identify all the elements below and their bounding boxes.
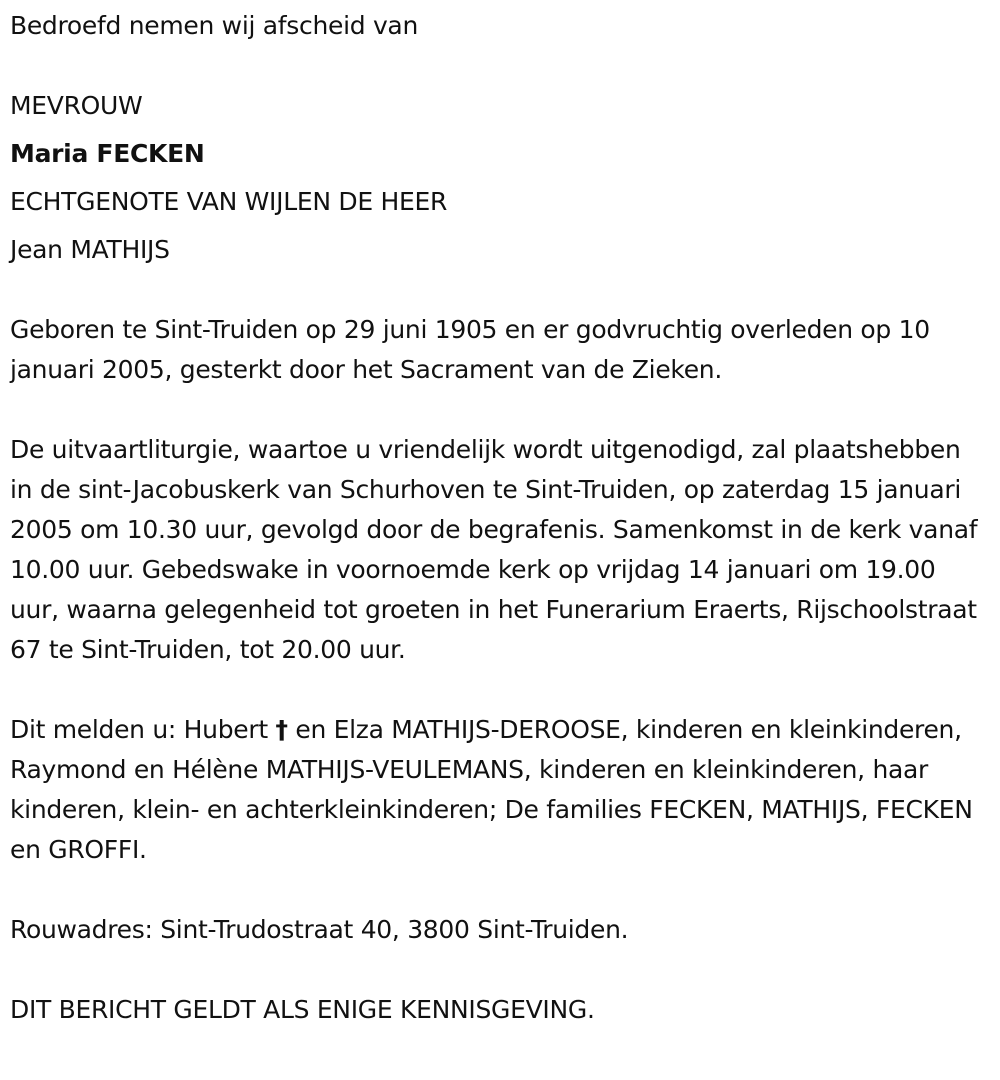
intro-line: Bedroefd nemen wij afscheid van xyxy=(10,11,418,40)
family-paragraph xyxy=(10,710,990,870)
spouse-name: Jean MATHIJS xyxy=(10,235,170,264)
funeral-paragraph: De uitvaartliturgie, waartoe u vriendelijk wordt uitgenodigd, zal plaatshebben in de sint-Jacobuskerk van Schurhoven te Sint-Truiden, op zaterdag 15 januari 2005 om 10.30 uur, gevolgd door de begrafenis. Samenkomst in de kerk vanaf 10.00 uur. Gebedswake in voornoemde kerk op vrijdag 14 januari om 19.00 uur, waarna gelegenheid tot groeten in het Funerarium Eraerts, Rijschoolstraat 67 te Sint-Truiden, tot 20.00 uur. xyxy=(10,435,978,664)
death-notice xyxy=(10,6,990,1030)
family-prefix: Dit melden u: Hubert xyxy=(10,715,276,744)
address-line: Rouwadres: Sint-Trudostraat 40, 3800 Sint-Truiden. xyxy=(10,915,629,944)
birth-death-paragraph: Geboren te Sint-Truiden op 29 juni 1905 en er godvruchtig overleden op 10 januari 2005, gesterkt door het Sacrament van de Zieken. xyxy=(10,315,930,384)
family-rest: en Elza MATHIJS-DEROOSE, kinderen en kleinkinderen, Raymond en Hélène MATHIJS-VEULEMANS, kinderen en kleinkinderen, haar kinderen, klein- en achterkleinkinderen; De families FECKEN, MATHIJS, FECKEN en GROFFI. xyxy=(10,715,973,864)
cross-icon: † xyxy=(275,715,288,744)
spouse-title: ECHTGENOTE VAN WIJLEN DE HEER xyxy=(10,187,448,216)
deceased-name: Maria FECKEN xyxy=(10,139,205,168)
closing-line: DIT BERICHT GELDT ALS ENIGE KENNISGEVING. xyxy=(10,995,595,1024)
honorific: MEVROUW xyxy=(10,91,143,120)
